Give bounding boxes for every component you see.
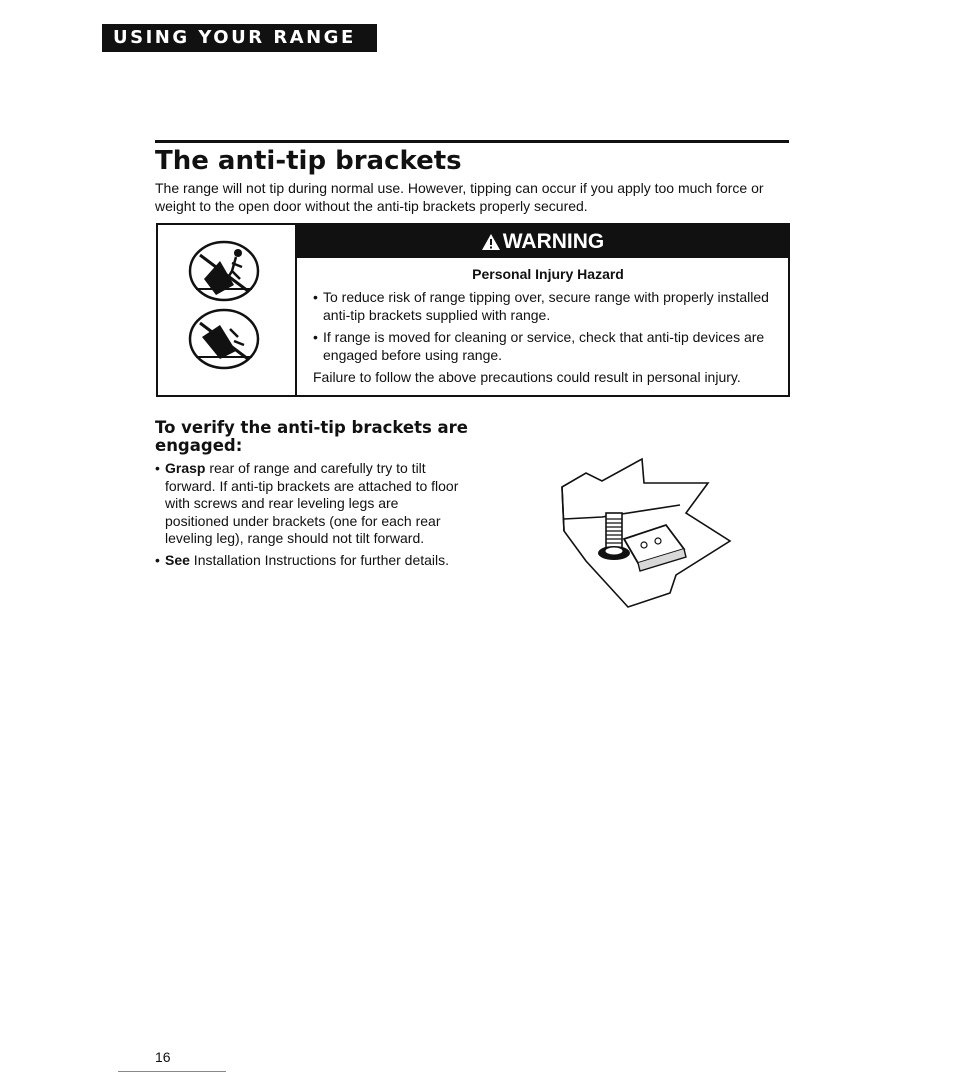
title-rule — [155, 140, 789, 143]
no-weight-on-door-icon — [186, 307, 262, 371]
bullet: • — [313, 289, 318, 305]
verify-step — [155, 552, 460, 570]
warning-box — [156, 223, 790, 397]
warning-icon-column — [158, 225, 297, 395]
intro-paragraph: The range will not tip during normal use. However, tipping can occur if you apply too much force or weight to the open door without the anti-tip brackets properly secured. — [155, 180, 764, 214]
bullet: • — [313, 329, 318, 345]
step-lead: Grasp — [165, 460, 206, 476]
bullet: • — [155, 460, 160, 476]
warning-item — [313, 288, 783, 324]
step-lead: See — [165, 551, 190, 568]
warning-body — [313, 265, 783, 386]
step-text: Installation Instructions for further details. — [189, 551, 450, 568]
hazard-title: Personal Injury Hazard — [472, 266, 624, 282]
footer-rule — [118, 1071, 226, 1072]
failure-note: Failure to follow the above precautions could result in personal injury. — [313, 369, 741, 385]
anti-tip-bracket-illustration — [558, 453, 736, 613]
warning-item-text: To reduce risk of range tipping over, secure range with properly installed anti-tip brackets supplied with range. — [323, 289, 769, 323]
warning-heading: WARNING — [502, 230, 605, 253]
bullet: • — [155, 551, 160, 568]
verify-steps — [155, 460, 460, 573]
no-child-on-door-icon — [186, 239, 262, 303]
page-title: The anti-tip brackets — [155, 146, 462, 176]
section-banner: USING YOUR RANGE — [102, 24, 377, 52]
verify-step — [155, 460, 460, 548]
warning-item — [313, 328, 783, 364]
page-number: 16 — [155, 1049, 171, 1065]
verify-heading: To verify the anti-tip brackets are engaged: — [155, 418, 469, 455]
warning-header — [297, 225, 788, 258]
warning-item-text: If range is moved for cleaning or service, check that anti-tip devices are engaged before using range. — [323, 329, 765, 363]
step-text: rear of range and carefully try to tilt forward. If anti-tip brackets are attached to floor with screws and rear leveling legs are positioned under brackets (one for each rear leveling leg), range should not tilt forward. — [165, 460, 459, 546]
warning-triangle-icon — [481, 233, 501, 251]
